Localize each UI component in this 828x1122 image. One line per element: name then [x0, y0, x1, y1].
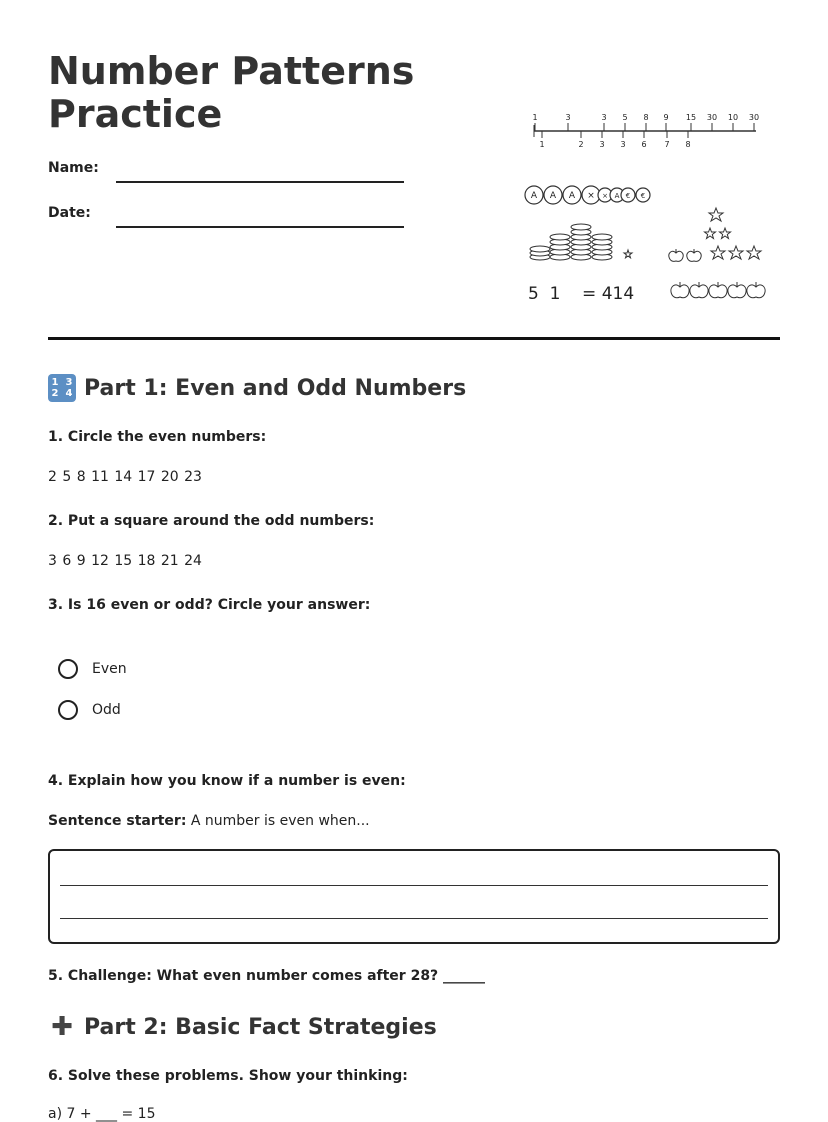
page-title	[48, 50, 448, 136]
number-line-top-label: 9	[663, 113, 669, 122]
page-title-line-2: Practice	[48, 92, 223, 136]
coin-stacks	[530, 224, 612, 260]
question-5: 5. Challenge: What even number comes after 28? ______	[48, 968, 486, 984]
coin-letter: ×	[602, 192, 608, 200]
number-line-top-label: 3	[601, 113, 607, 122]
question-6: 6. Solve these problems. Show your thinking:	[48, 1068, 408, 1084]
answer-line-2[interactable]	[60, 918, 768, 919]
part-2-heading	[48, 1012, 437, 1042]
coin-letter: A	[568, 191, 576, 201]
option-odd-label: Odd	[92, 702, 121, 718]
question-2-numbers[interactable]: 3 6 9 12 15 18 21 24	[48, 553, 202, 569]
question-6a: a) 7 + ___ = 15	[48, 1106, 156, 1122]
question-1: 1. Circle the even numbers:	[48, 429, 267, 445]
numbers-icon: 1 2 3 4	[48, 374, 76, 402]
option-even-label: Even	[92, 661, 127, 677]
name-line[interactable]	[116, 181, 404, 183]
number-line-bottom-labels	[539, 140, 690, 149]
date-line[interactable]	[116, 226, 404, 228]
coin-letter: A	[614, 192, 620, 200]
apple-row-small	[669, 249, 701, 261]
name-label: Name:	[48, 160, 99, 176]
number-line-top-label: 10	[727, 113, 739, 122]
coin-row	[525, 186, 650, 204]
number-line-top-label: 30	[706, 113, 718, 122]
answer-box[interactable]	[48, 849, 780, 944]
radio-odd[interactable]	[58, 700, 78, 720]
page-title-line-1: Number Patterns	[48, 49, 415, 93]
coin-letter: A	[549, 191, 557, 201]
number-line-top-label: 8	[643, 113, 649, 122]
number-line-bottom-label: 8	[685, 140, 691, 149]
question-2: 2. Put a square around the odd numbers:	[48, 513, 375, 529]
option-even[interactable]	[58, 659, 127, 679]
plus-icon: ✚	[51, 1012, 73, 1042]
number-line-bottom-label: 7	[664, 140, 670, 149]
number-line-top-label: 15	[685, 113, 697, 122]
coin-letter: A	[530, 191, 538, 201]
answer-line-1[interactable]	[60, 885, 768, 886]
sentence-starter-text: A number is even when...	[186, 813, 370, 829]
number-line-bottom-label: 1	[539, 140, 545, 149]
coin-letter: €	[640, 192, 646, 200]
coin-letter: €	[625, 192, 631, 200]
part-1-title: Part 1: Even and Odd Numbers	[84, 375, 467, 401]
question-3: 3. Is 16 even or odd? Circle your answer:	[48, 597, 371, 613]
illustration-equation: 5 1 = 414	[528, 284, 635, 304]
number-line-bottom-label: 2	[578, 140, 584, 149]
number-line-top-label: 1	[532, 113, 538, 122]
option-odd[interactable]	[58, 700, 121, 720]
number-line-bottom-label: 3	[620, 140, 626, 149]
section-divider	[48, 337, 780, 340]
question-1-numbers[interactable]: 2 5 8 11 14 17 20 23	[48, 469, 202, 485]
coin-letter: ×	[587, 191, 595, 201]
question-4: 4. Explain how you know if a number is even:	[48, 773, 406, 789]
part-2-title: Part 2: Basic Fact Strategies	[84, 1014, 437, 1040]
number-line-top-label: 3	[565, 113, 571, 122]
math-illustration	[520, 105, 780, 310]
number-line-top-label: 30	[748, 113, 760, 122]
number-line-bottom-label: 6	[641, 140, 647, 149]
sentence-starter	[48, 813, 370, 829]
date-label: Date:	[48, 205, 91, 221]
number-line-top-label: 5	[622, 113, 628, 122]
number-line-bottom-label: 3	[599, 140, 605, 149]
part-1-heading	[48, 374, 466, 402]
apple-row-large	[671, 282, 765, 298]
sentence-starter-label: Sentence starter:	[48, 813, 187, 829]
number-line	[534, 123, 756, 138]
number-line-top-labels	[532, 113, 759, 122]
radio-even[interactable]	[58, 659, 78, 679]
